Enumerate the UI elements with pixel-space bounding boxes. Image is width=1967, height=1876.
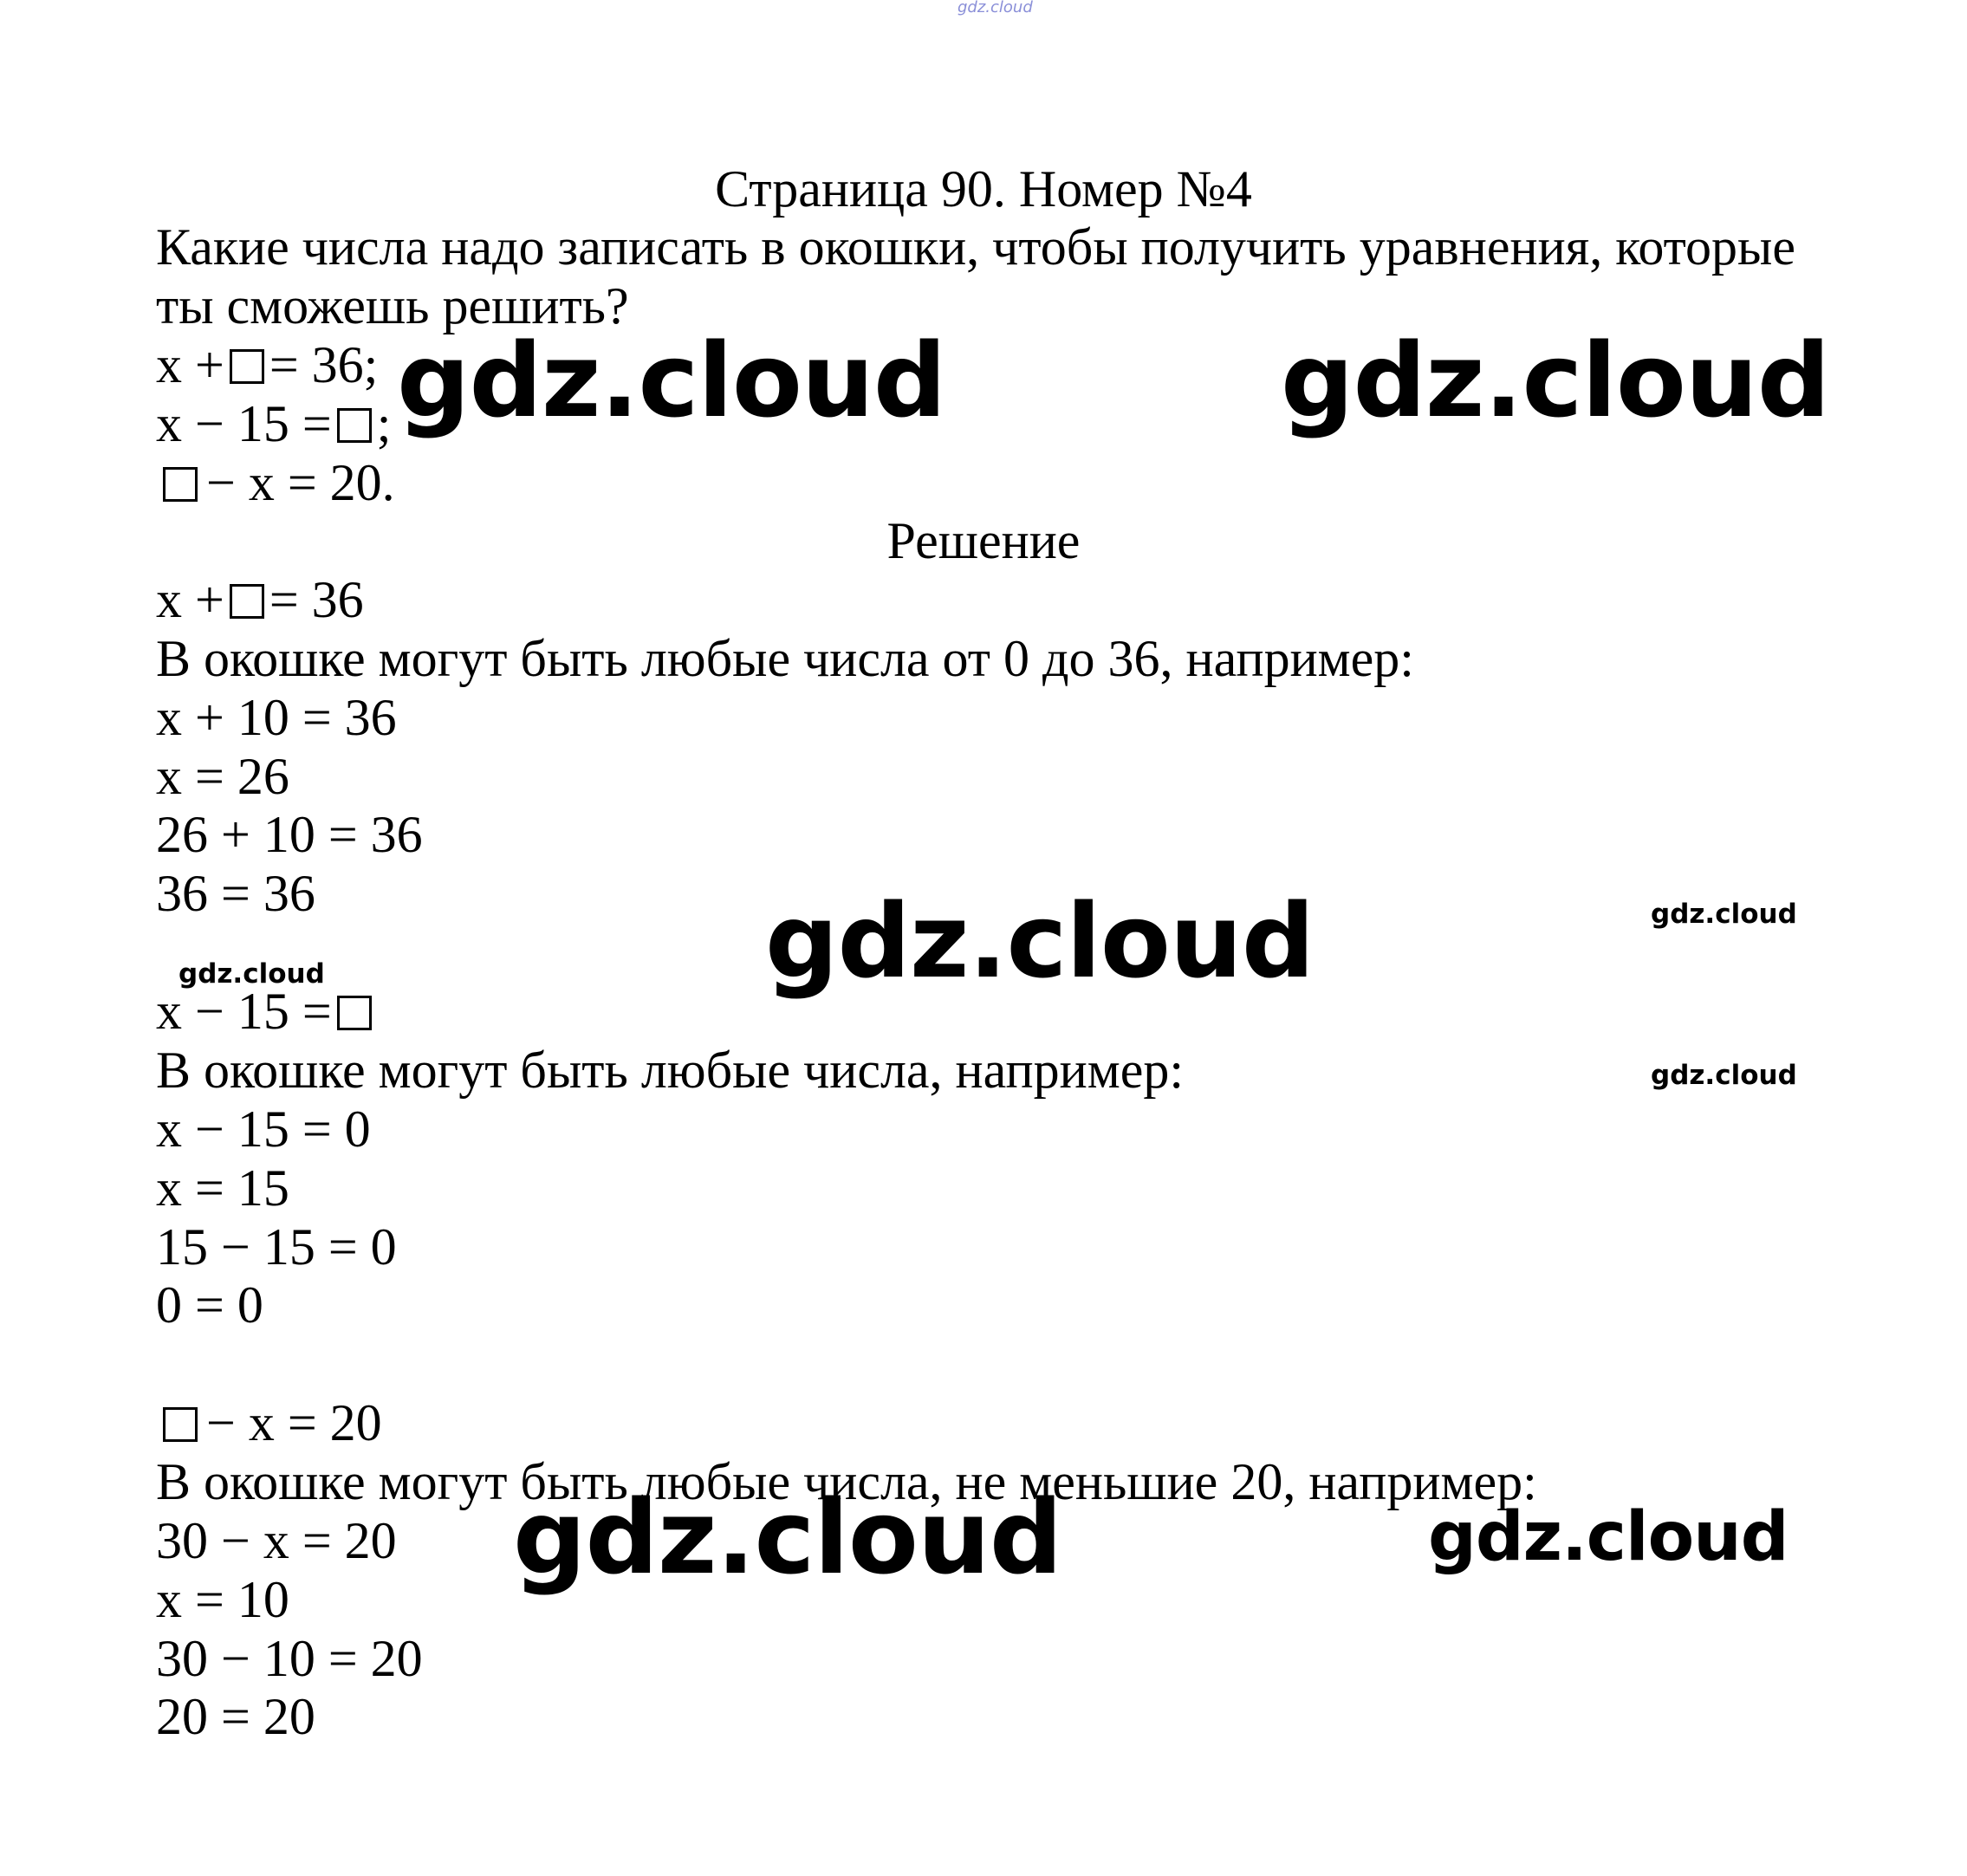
empty-box-icon	[230, 349, 264, 384]
solution-2-equation	[156, 982, 377, 1041]
task-equation-1-left: x +	[156, 336, 224, 393]
watermark-large-3: gdz.cloud	[765, 881, 1315, 1001]
solution-1-equation	[156, 570, 364, 629]
empty-box-icon	[337, 996, 372, 1030]
task-equation-1-right: = 36;	[269, 336, 379, 393]
watermark-top: gdz.cloud	[958, 0, 1033, 16]
solution-1-step-3: 26 + 10 = 36	[156, 806, 423, 863]
solution-1-step-2: x = 26	[156, 748, 289, 805]
empty-box-icon	[230, 584, 264, 619]
empty-box-icon	[163, 1407, 198, 1442]
solution-1-step-4: 36 = 36	[156, 865, 315, 922]
solution-2-step-1: x − 15 = 0	[156, 1100, 371, 1158]
watermark-medium-1: gdz.cloud	[1428, 1498, 1788, 1576]
solution-heading: Решение	[886, 512, 1081, 569]
solution-2-step-2: x = 15	[156, 1159, 289, 1217]
task-equation-2	[156, 394, 391, 453]
watermark-large-2: gdz.cloud	[1281, 321, 1830, 440]
solution-3-step-4: 20 = 20	[156, 1688, 315, 1745]
watermark-large-1: gdz.cloud	[397, 321, 946, 440]
task-equation-2-left: x − 15 =	[156, 395, 332, 452]
solution-3-step-2: x = 10	[156, 1571, 289, 1628]
solution-2-step-4: 0 = 0	[156, 1276, 263, 1334]
solution-1-note: В окошке могут быть любые числа от 0 до 36, например:	[156, 630, 1414, 687]
page-title: Страница 90. Номер №4	[715, 160, 1252, 217]
watermark-small-1: gdz.cloud	[1651, 899, 1797, 930]
solution-3-equation-right: − x = 20	[206, 1394, 382, 1451]
solution-2-equation-left: x − 15 =	[156, 983, 332, 1040]
watermark-small-3: gdz.cloud	[1651, 1060, 1797, 1091]
solution-2-step-3: 15 − 15 = 0	[156, 1218, 397, 1276]
task-equation-2-right: ;	[376, 395, 392, 452]
solution-1-equation-left: x +	[156, 571, 224, 628]
solution-2-note: В окошке могут быть любые числа, например:	[156, 1042, 1184, 1099]
task-equation-3-right: − x = 20.	[206, 454, 395, 511]
solution-1-step-1: x + 10 = 36	[156, 689, 397, 746]
task-equation-1	[156, 335, 378, 394]
solution-3-step-1: 30 − x = 20	[156, 1512, 397, 1569]
solution-3-note: В окошке могут быть любые числа, не меньшие 20, например:	[156, 1453, 1537, 1510]
task-equation-3	[156, 453, 395, 512]
watermark-large-4: gdz.cloud	[513, 1477, 1062, 1597]
empty-box-icon	[163, 467, 198, 502]
watermark-small-2: gdz.cloud	[179, 958, 325, 990]
solution-3-step-3: 30 − 10 = 20	[156, 1630, 423, 1687]
empty-box-icon	[337, 408, 372, 443]
solution-1-equation-right: = 36	[269, 571, 364, 628]
solution-3-equation	[156, 1393, 382, 1452]
task-question-line-1: Какие числа надо записать в окошки, чтобы получить уравнения, которые	[156, 218, 1795, 276]
task-question-line-2: ты сможешь решить?	[156, 277, 629, 334]
